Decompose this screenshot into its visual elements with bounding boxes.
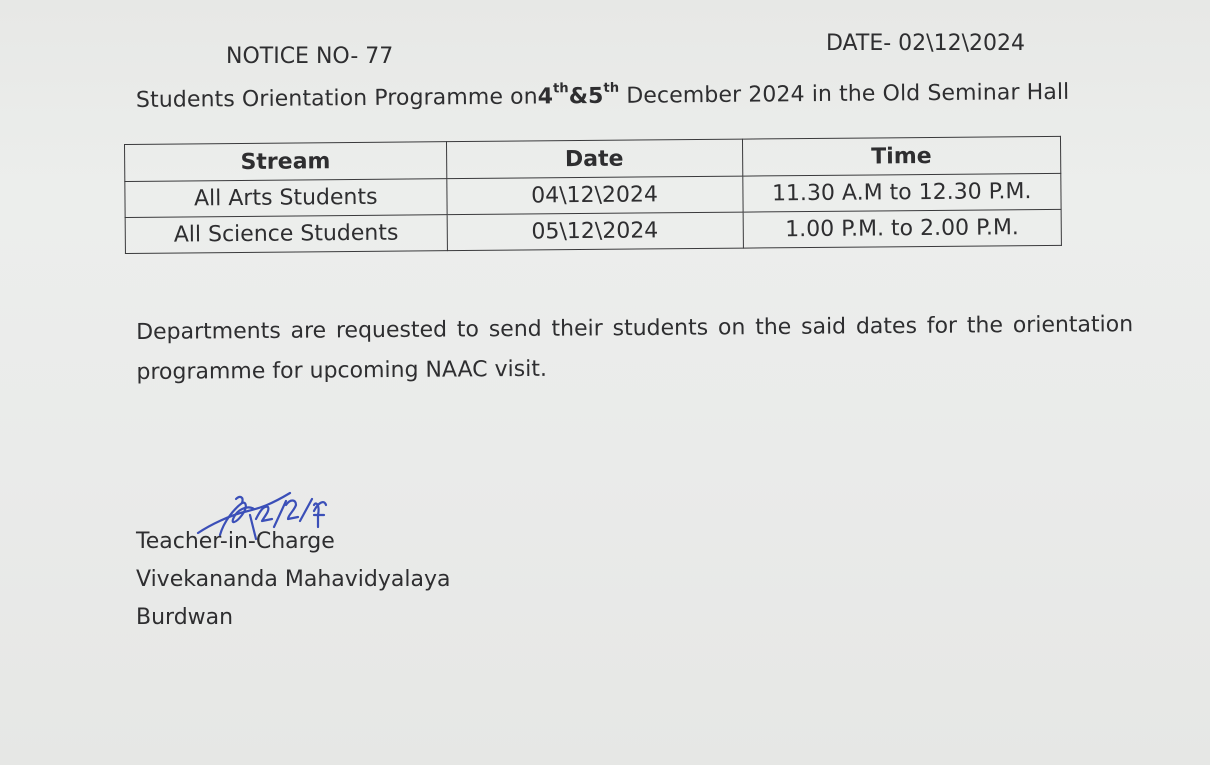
notice-number: NOTICE NO- 77 <box>226 44 394 69</box>
cell-time: 11.30 A.M to 12.30 P.M. <box>742 173 1061 212</box>
signoff-location: Burdwan <box>136 605 234 630</box>
notice-subject <box>136 80 1070 113</box>
subject-suffix: December 2024 in the Old Seminar Hall <box>619 79 1070 109</box>
signoff-block <box>136 523 450 637</box>
subject-day1: 4 <box>537 84 554 110</box>
subject-sup2: th <box>603 80 620 96</box>
cell-time: 1.00 P.M. to 2.00 P.M. <box>743 209 1062 248</box>
subject-day2: 5 <box>588 83 604 110</box>
subject-prefix: Students Orientation Programme on <box>135 84 538 113</box>
header-time: Time <box>742 136 1061 176</box>
subject-amp: & <box>568 84 589 110</box>
signoff-institution: Vivekananda Mahavidyalaya <box>136 567 451 592</box>
schedule-table <box>124 136 1062 254</box>
cell-date: 04\12\2024 <box>446 176 742 215</box>
notice-date: DATE- 02\12\2024 <box>826 31 1025 56</box>
signoff-title: Teacher-in-Charge <box>136 529 335 554</box>
header-stream: Stream <box>125 142 447 182</box>
cell-date: 05\12\2024 <box>447 212 743 251</box>
cell-stream: All Arts Students <box>125 179 447 218</box>
notice-body: Departments are requested to send their students on the said dates for the orientation programme for upcoming NAAC visit. <box>136 312 1134 385</box>
cell-stream: All Science Students <box>125 215 447 254</box>
header-date: Date <box>446 139 742 179</box>
table-row <box>125 209 1061 253</box>
subject-sup1: th <box>553 81 569 97</box>
